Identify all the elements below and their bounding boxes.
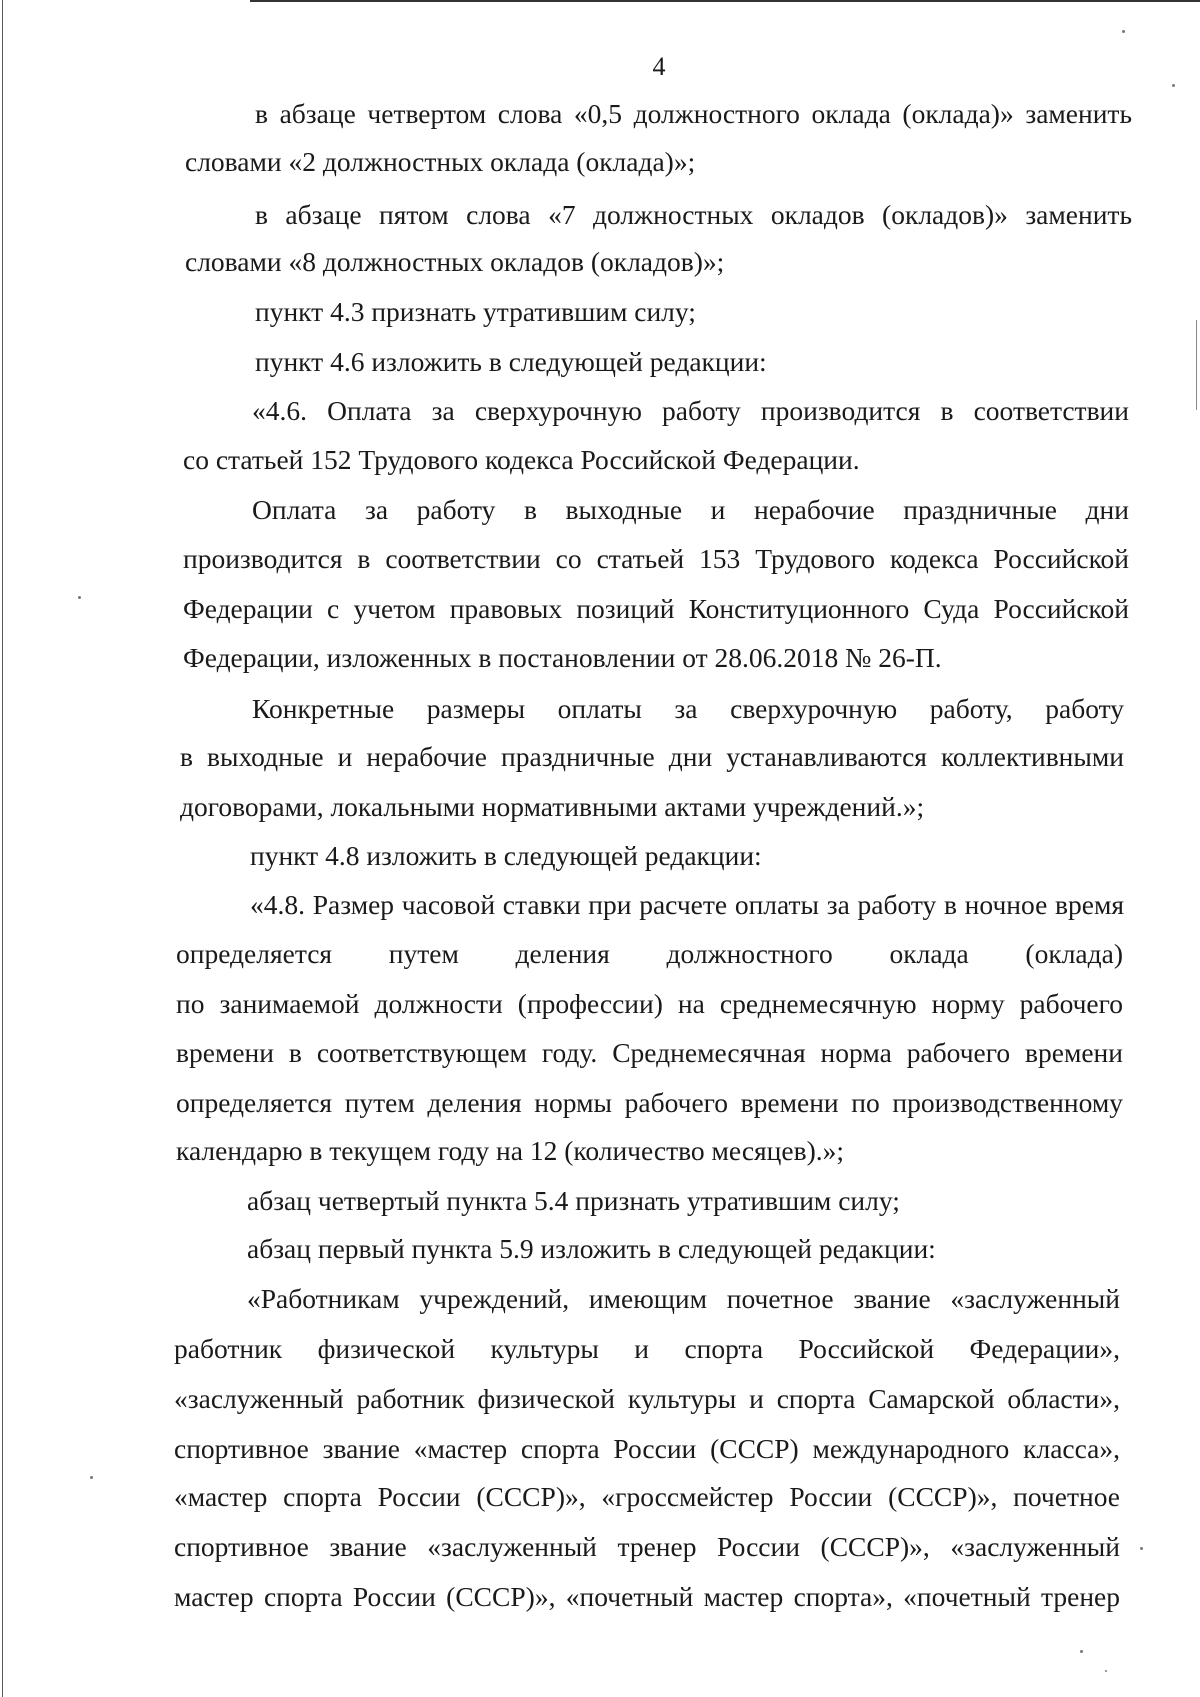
text-line: пункт 4.6 изложить в следующей редакции: xyxy=(255,346,767,377)
scan-speck xyxy=(1140,1547,1143,1550)
text-line: «мастер спорта России (СССР)», «гроссмейстер России (СССР)», почетное xyxy=(174,1481,1120,1512)
scan-speck xyxy=(1105,1670,1107,1672)
text-line: «4.6. Оплата за сверхурочную работу производится в соответствии xyxy=(252,395,1129,426)
text-line: Федерации, изложенных в постановлении от 28.06.2018 № 26-П. xyxy=(183,642,942,673)
text-line: производится в соответствии со статьей 153 Трудового кодекса Российской xyxy=(183,543,1129,574)
scan-speck xyxy=(1172,84,1175,87)
scan-edge-top xyxy=(250,0,1200,2)
text-line: мастер спорта России (СССР)», «почетный мастер спорта», «почетный тренер xyxy=(174,1581,1120,1612)
text-line: словами «2 должностных оклада (оклада)»; xyxy=(185,146,696,177)
text-line: Оплата за работу в выходные и нерабочие праздничные дни xyxy=(252,494,1129,525)
text-line: времени в соответствующем году. Среднемесячная норма рабочего времени xyxy=(176,1037,1123,1068)
text-line: работник физической культуры и спорта Российской Федерации», xyxy=(174,1333,1120,1364)
text-line: со статьей 152 Трудового кодекса Российской Федерации. xyxy=(183,444,860,475)
text-line: по занимаемой должности (профессии) на среднемесячную норму рабочего xyxy=(176,988,1123,1019)
text-line: «заслуженный работник физической культуры и спорта Самарской области», xyxy=(174,1383,1120,1414)
scan-speck xyxy=(90,1476,93,1479)
text-line: Федерации с учетом правовых позиций Конституционного Суда Российской xyxy=(183,593,1129,624)
text-line: спортивное звание «мастер спорта России (СССР) международного класса», xyxy=(174,1433,1120,1464)
text-line: абзац четвертый пункта 5.4 признать утратившим силу; xyxy=(247,1185,900,1216)
scan-edge-left xyxy=(2,0,3,1697)
text-line: пункт 4.3 признать утратившим силу; xyxy=(255,296,696,327)
page-number: 4 xyxy=(652,52,666,81)
text-line: в абзаце пятом слова «7 должностных окладов (окладов)» заменить xyxy=(255,199,1132,230)
text-line: пункт 4.8 изложить в следующей редакции: xyxy=(250,840,762,871)
text-line: спортивное звание «заслуженный тренер России (СССР)», «заслуженный xyxy=(174,1531,1120,1562)
scan-speck xyxy=(1122,30,1125,33)
text-line: «Работникам учреждений, имеющим почетное звание «заслуженный xyxy=(247,1283,1120,1314)
text-line: Конкретные размеры оплаты за сверхурочную работу, работу xyxy=(252,693,1124,724)
text-line: календарю в текущем году на 12 (количество месяцев).»; xyxy=(176,1135,845,1166)
text-line: определяется путем деления должностного оклада (оклада) xyxy=(176,938,1123,969)
scan-speck xyxy=(78,596,81,599)
text-line: договорами, локальными нормативными актами учреждений.»; xyxy=(180,791,925,822)
text-line: в абзаце четвертом слова «0,5 должностного оклада (оклада)» заменить xyxy=(255,98,1132,129)
text-line: в выходные и нерабочие праздничные дни устанавливаются коллективными xyxy=(180,741,1124,772)
text-line: «4.8. Размер часовой ставки при расчете оплаты за работу в ночное время xyxy=(250,889,1124,920)
text-line: словами «8 должностных окладов (окладов)»; xyxy=(185,246,725,277)
scan-speck xyxy=(1080,1650,1083,1653)
text-line: абзац первый пункта 5.9 изложить в следующей редакции: xyxy=(247,1233,936,1264)
text-line: определяется путем деления нормы рабочего времени по производственному xyxy=(176,1087,1123,1118)
scan-edge-right xyxy=(1196,320,1197,410)
